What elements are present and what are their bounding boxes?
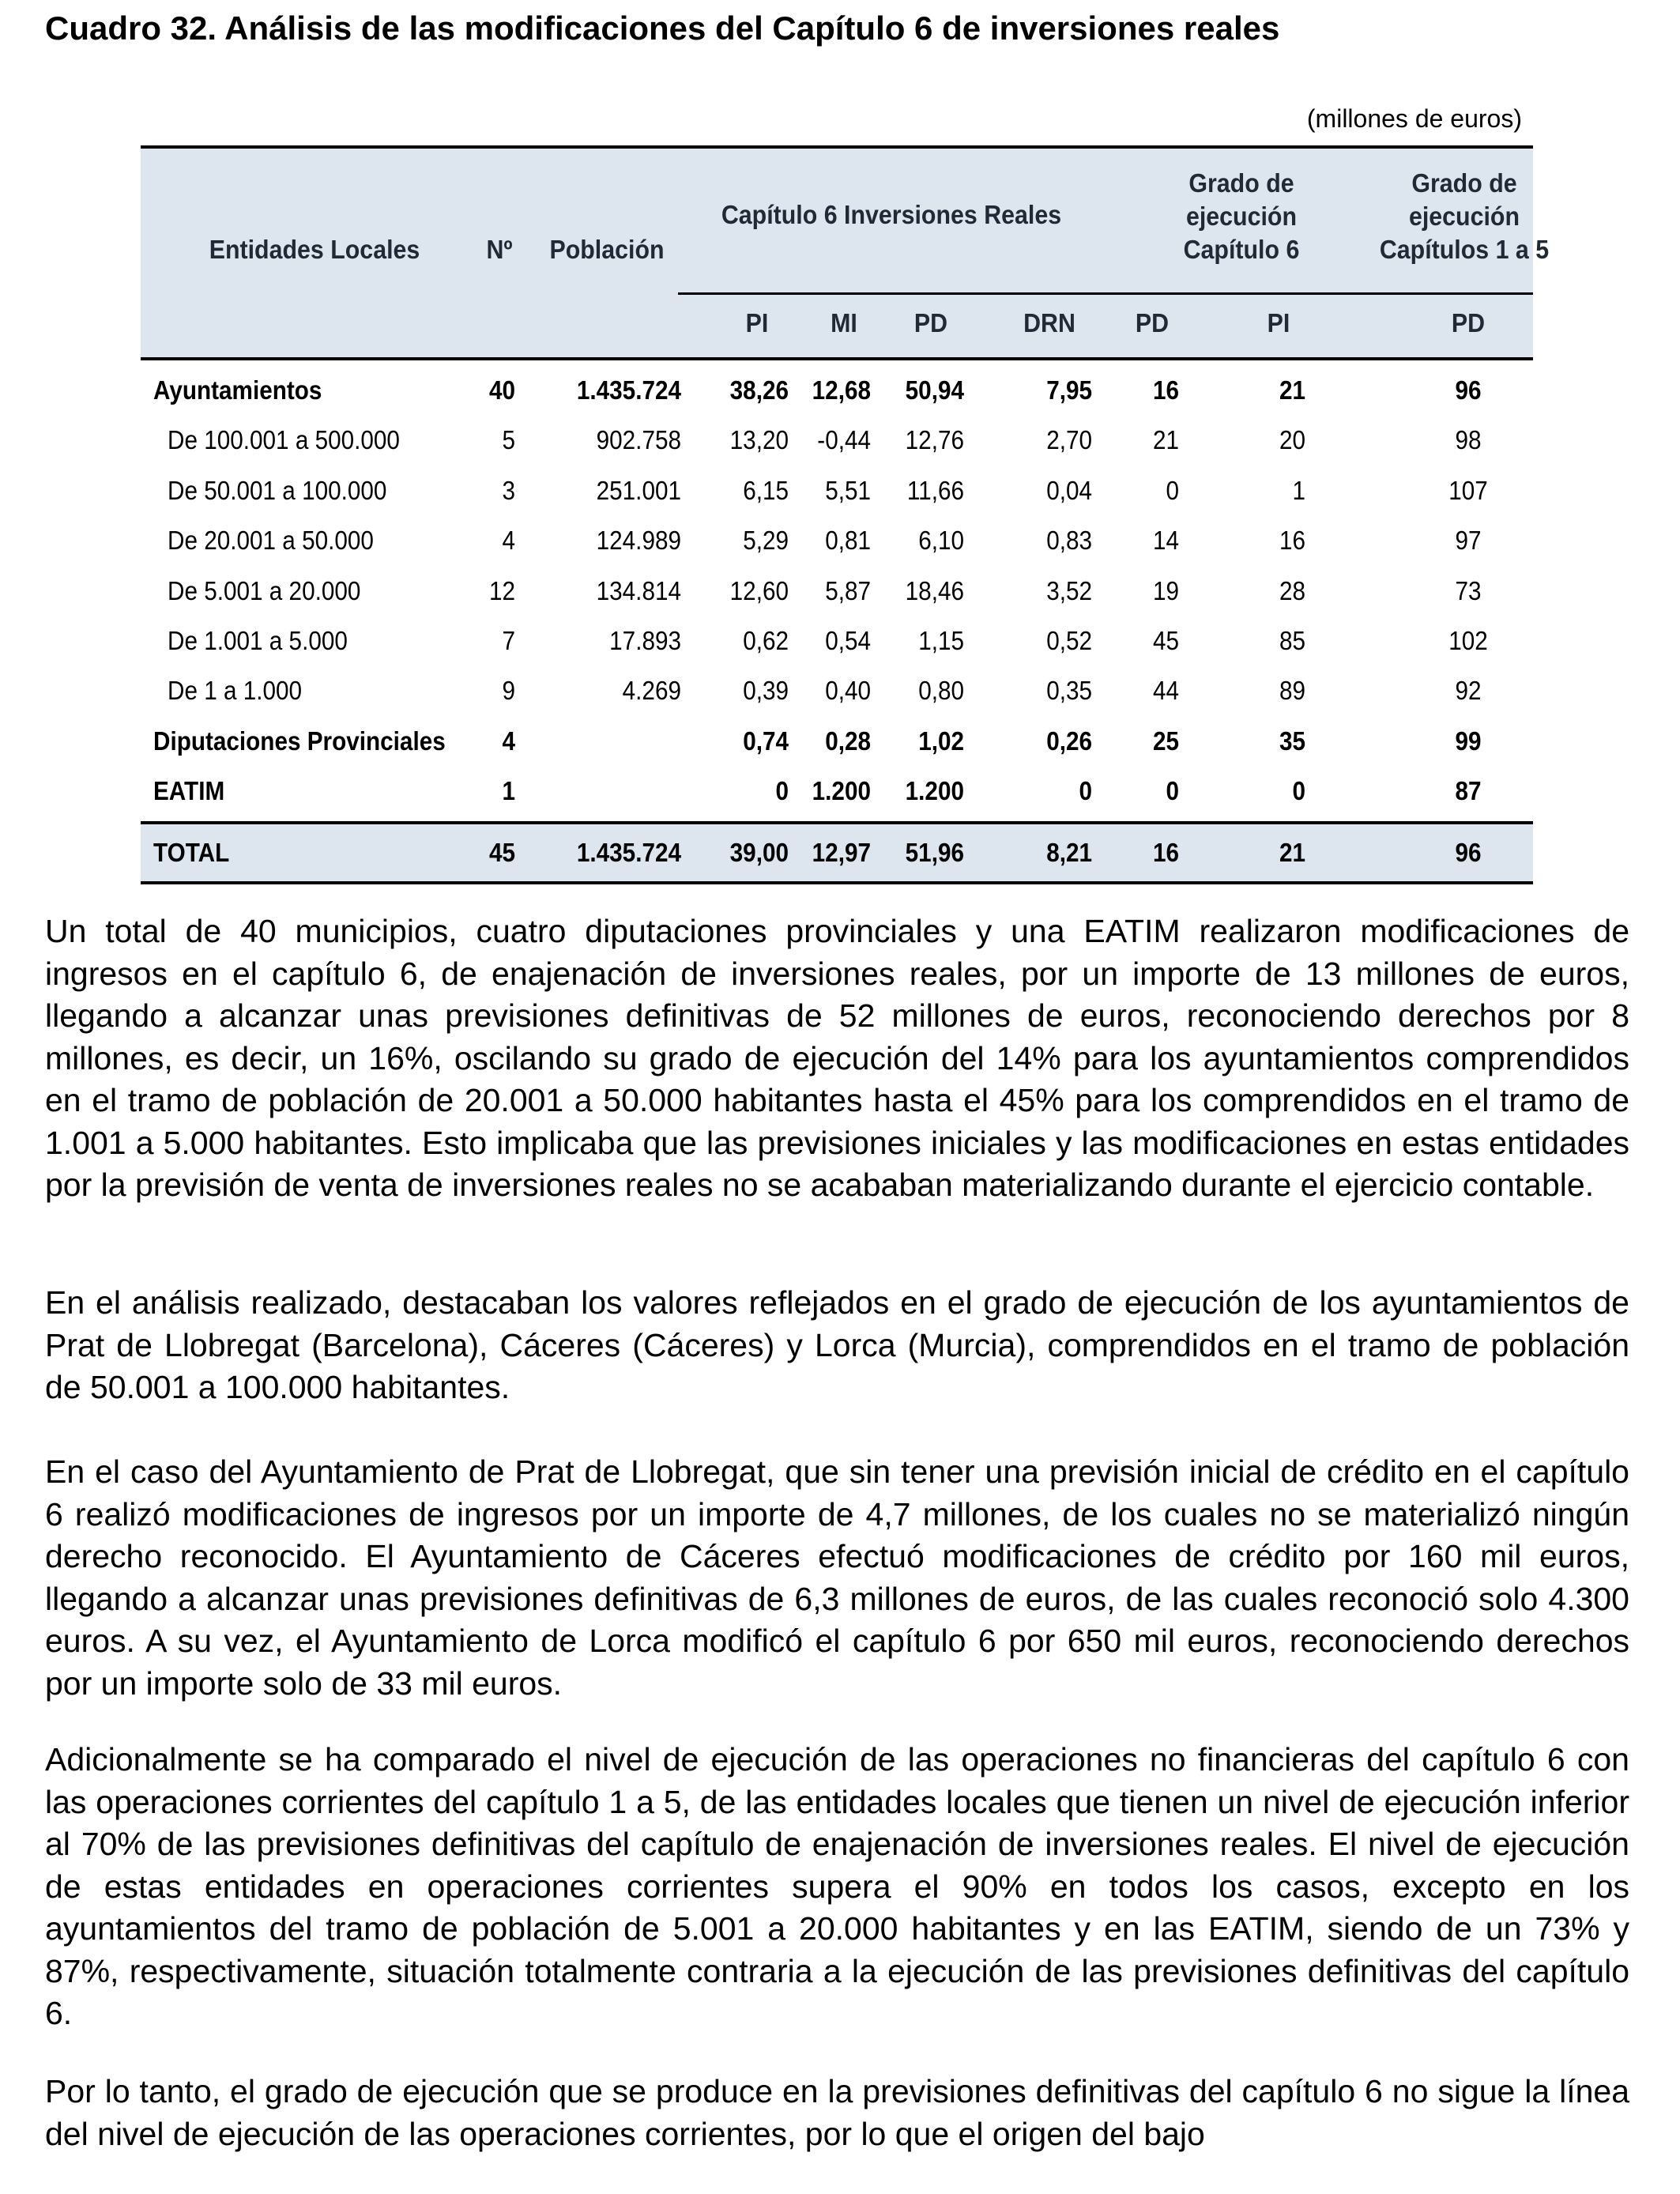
cell-poblacion: 251.001 xyxy=(596,475,681,505)
cell-pi: 12,60 xyxy=(729,575,789,605)
table-row xyxy=(141,515,1533,565)
cell-pi: 0,74 xyxy=(743,726,789,756)
cell-poblacion: 4.269 xyxy=(622,676,681,706)
header-grado6-line2: ejecución xyxy=(1185,202,1298,231)
cell-label: De 100.001 a 500.000 xyxy=(168,425,400,455)
total-drn: 8,21 xyxy=(1046,837,1092,867)
cell-label: Ayuntamientos xyxy=(153,375,322,405)
paragraph-5: Por lo tanto, el grado de ejecución que se produce en la previsiones definitivas del capítulo 6 no sigue la línea del nivel de ejecución de las operaciones corrientes, por lo que el origen del bajo xyxy=(45,2073,1629,2152)
cell-pd: 50,94 xyxy=(905,375,964,405)
header-grado15-line3: Capítulos 1 a 5 xyxy=(1379,235,1550,264)
cell-grado-pi: 89 xyxy=(1279,676,1305,706)
cell-grado-pd: 14 xyxy=(1152,526,1179,556)
cell-grado-pd: 0 xyxy=(1166,475,1179,505)
total-pd: 51,96 xyxy=(905,837,964,867)
header-sub-grado-pd: PD xyxy=(1135,308,1170,337)
header-grado15-line2: ejecución xyxy=(1408,202,1520,231)
total-grado15-pd: 96 xyxy=(1455,837,1482,867)
cell-grado-pd: 44 xyxy=(1152,676,1179,706)
cell-grado-pi: 20 xyxy=(1279,425,1305,455)
total-pi: 39,00 xyxy=(729,837,789,867)
table-body xyxy=(141,365,1533,816)
cell-grado-pd: 45 xyxy=(1152,625,1179,655)
cell-grado-pi: 0 xyxy=(1292,776,1305,806)
cell-pd: 12,76 xyxy=(905,425,964,455)
cell-grado15-pd: 98 xyxy=(1455,425,1482,455)
cell-mi: -0,44 xyxy=(817,425,871,455)
cell-mi: 0,40 xyxy=(825,676,871,706)
cell-drn: 0,04 xyxy=(1046,475,1092,505)
cell-pi: 0,62 xyxy=(743,625,789,655)
header-sub-drn: DRN xyxy=(1023,308,1075,337)
cell-mi: 12,68 xyxy=(812,375,871,405)
cell-n: 1 xyxy=(502,776,515,806)
cell-n: 7 xyxy=(502,625,515,655)
cell-drn: 7,95 xyxy=(1046,375,1092,405)
cell-n: 3 xyxy=(502,475,515,505)
header-grado6-line3: Capítulo 6 xyxy=(1183,235,1300,264)
cell-n: 5 xyxy=(502,425,515,455)
cell-n: 4 xyxy=(502,526,515,556)
cell-drn: 0 xyxy=(1079,776,1092,806)
header-capitulo6: Capítulo 6 Inversiones Reales xyxy=(721,200,1062,229)
paragraph-4: Adicionalmente se ha comparado el nivel de ejecución de las operaciones no financieras del capítulo 6 con las operaciones corrientes del capítulo 1 a 5, de las entidades locales que tienen un nivel de ejecución inferior al 70% de las previsiones definitivas del capítulo de enajenación de inversiones reales. El nivel de ejecución de estas entidades en operaciones corrientes supera el 90% en todos los casos, excepto en los ayuntamientos del tramo de población de 5.001 a 20.000 habitantes y en las EATIM, siendo de un 73% y 87%, respectivamente, situación totalmente contraria a la ejecución de las previsiones definitivas del capítulo 6. xyxy=(45,1741,1629,2031)
paragraph-1: Un total de 40 municipios, cuatro diputaciones provinciales y una EATIM realizaron modificaciones de ingresos en el capítulo 6, de enajenación de inversiones reales, por un importe de 13 millones de euros, llegando a alcanzar unas previsiones definitivas de 52 millones de euros, reconociendo derechos por 8 millones, es decir, un 16%, oscilando su grado de ejecución del 14% para los ayuntamientos comprendidos en el tramo de población de 20.001 a 50.000 habitantes hasta el 45% para los comprendidos en el tramo de 1.001 a 5.000 habitantes. Esto implicaba que las previsiones iniciales y las modificaciones en estas entidades por la previsión de venta de inversiones reales no se acababan materializando durante el ejercicio contable. xyxy=(45,913,1629,1203)
cell-grado15-pd: 92 xyxy=(1455,676,1482,706)
header-entidades: Entidades Locales xyxy=(209,235,420,264)
cell-label: Diputaciones Provinciales xyxy=(153,726,446,756)
cell-drn: 0,26 xyxy=(1046,726,1092,756)
cell-poblacion xyxy=(564,716,681,766)
cell-n: 9 xyxy=(502,676,515,706)
cell-grado15-pd: 97 xyxy=(1455,526,1482,556)
cell-poblacion: 17.893 xyxy=(609,625,681,655)
cell-pi: 38,26 xyxy=(729,375,789,405)
header-sub-pi: PI xyxy=(745,308,769,337)
cell-pd: 1.200 xyxy=(905,776,964,806)
table-row xyxy=(141,665,1533,715)
cell-n: 12 xyxy=(488,575,515,605)
cell-label: De 20.001 a 50.000 xyxy=(168,526,374,556)
total-row xyxy=(141,821,1533,884)
cell-pi: 0 xyxy=(775,776,789,806)
cell-pd: 0,80 xyxy=(918,676,964,706)
table-row xyxy=(141,566,1533,616)
cell-grado-pi: 21 xyxy=(1279,375,1305,405)
table-row xyxy=(141,365,1533,415)
cell-grado15-pd: 96 xyxy=(1455,375,1482,405)
units-note: (millones de euros) xyxy=(1306,104,1522,133)
cell-grado-pd: 25 xyxy=(1152,726,1179,756)
cell-grado-pd: 21 xyxy=(1152,425,1179,455)
cell-n: 4 xyxy=(502,726,515,756)
header-grado6-line1: Grado de xyxy=(1188,168,1294,198)
table-row xyxy=(141,415,1533,465)
cell-pd: 11,66 xyxy=(906,475,964,505)
cell-grado-pi: 85 xyxy=(1279,625,1305,655)
cell-label: De 1.001 a 5.000 xyxy=(168,625,348,655)
header-poblacion: Población xyxy=(549,235,665,264)
cell-label: De 1 a 1.000 xyxy=(168,676,303,706)
cell-grado15-pd: 107 xyxy=(1448,475,1488,505)
table-header xyxy=(141,145,1550,360)
cell-drn: 2,70 xyxy=(1046,425,1092,455)
cell-drn: 0,52 xyxy=(1046,625,1092,655)
total-poblacion: 1.435.724 xyxy=(576,837,681,867)
total-grado-pd: 16 xyxy=(1152,837,1179,867)
cell-grado-pd: 16 xyxy=(1152,375,1179,405)
cell-pi: 5,29 xyxy=(743,526,789,556)
paragraph-3: En el caso del Ayuntamiento de Prat de Llobregat, que sin tener una previsión inicial de crédito en el capítulo 6 realizó modificaciones de ingresos por un importe de 4,7 millones, de los cuales no se materializó ningún derecho reconocido. El Ayuntamiento de Cáceres efectuó modificaciones de crédito por 160 mil euros, llegando a alcanzar unas previsiones definitivas de 6,3 millones de euros, de las cuales reconoció solo 4.300 euros. A su vez, el Ayuntamiento de Lorca modificó el capítulo 6 por 650 mil euros, reconociendo derechos por un importe solo de 33 mil euros. xyxy=(45,1453,1629,1702)
cell-label: De 50.001 a 100.000 xyxy=(168,475,387,505)
cell-drn: 0,83 xyxy=(1046,526,1092,556)
cell-pi: 0,39 xyxy=(743,676,789,706)
data-table xyxy=(141,145,1550,884)
cell-pd: 1,02 xyxy=(918,726,964,756)
table-row xyxy=(141,616,1533,665)
cell-pd: 18,46 xyxy=(905,575,964,605)
cell-mi: 0,81 xyxy=(825,526,871,556)
cell-poblacion: 902.758 xyxy=(596,425,681,455)
table-row xyxy=(141,466,1533,515)
cell-grado-pd: 19 xyxy=(1152,575,1179,605)
cell-pd: 1,15 xyxy=(918,625,964,655)
cell-grado-pi: 35 xyxy=(1279,726,1305,756)
cell-pi: 13,20 xyxy=(729,425,789,455)
cell-mi: 0,54 xyxy=(825,625,871,655)
paragraph-2: En el análisis realizado, destacaban los valores reflejados en el grado de ejecución de los ayuntamientos de Prat de Llobregat (Barcelona), Cáceres (Cáceres) y Lorca (Murcia), comprendidos en el tramo de población de 50.001 a 100.000 habitantes. xyxy=(45,1284,1629,1405)
total-grado-pi: 21 xyxy=(1279,837,1305,867)
cell-n: 40 xyxy=(488,375,515,405)
cell-mi: 5,87 xyxy=(825,575,871,605)
header-n: Nº xyxy=(486,235,513,264)
cell-poblacion: 1.435.724 xyxy=(576,375,681,405)
cell-grado-pi: 1 xyxy=(1292,475,1305,505)
cell-label: De 5.001 a 20.000 xyxy=(168,575,361,605)
cell-grado-pi: 28 xyxy=(1279,575,1305,605)
total-n: 45 xyxy=(488,837,515,867)
cell-grado-pd: 0 xyxy=(1166,776,1179,806)
cell-grado15-pd: 73 xyxy=(1455,575,1482,605)
cell-label: EATIM xyxy=(153,776,225,806)
cell-pd: 6,10 xyxy=(918,526,964,556)
table-title: Cuadro 32. Análisis de las modificaciones del Capítulo 6 de inversiones reales xyxy=(45,9,1280,47)
cell-grado15-pd: 87 xyxy=(1455,776,1482,806)
table-row xyxy=(141,716,1533,766)
header-sub-pd: PD xyxy=(913,308,948,337)
header-sub-grado15-pd: PD xyxy=(1451,308,1486,337)
cell-mi: 5,51 xyxy=(825,475,871,505)
cell-poblacion: 134.814 xyxy=(596,575,681,605)
cell-pi: 6,15 xyxy=(743,475,789,505)
cell-poblacion xyxy=(564,766,681,816)
cell-grado-pi: 16 xyxy=(1279,526,1305,556)
cell-drn: 0,35 xyxy=(1046,676,1092,706)
cell-grado15-pd: 102 xyxy=(1448,625,1488,655)
total-mi: 12,97 xyxy=(812,837,871,867)
cell-mi: 1.200 xyxy=(812,776,871,806)
table-row xyxy=(141,766,1533,816)
total-label: TOTAL xyxy=(153,837,230,867)
cell-drn: 3,52 xyxy=(1046,575,1092,605)
header-sub-mi: MI xyxy=(831,308,857,337)
header-grado15-line1: Grado de xyxy=(1411,168,1517,198)
cell-poblacion: 124.989 xyxy=(596,526,681,556)
header-sub-grado-pi: PI xyxy=(1267,308,1290,337)
cell-grado15-pd: 99 xyxy=(1455,726,1482,756)
header-subline xyxy=(678,292,1533,295)
cell-mi: 0,28 xyxy=(825,726,871,756)
